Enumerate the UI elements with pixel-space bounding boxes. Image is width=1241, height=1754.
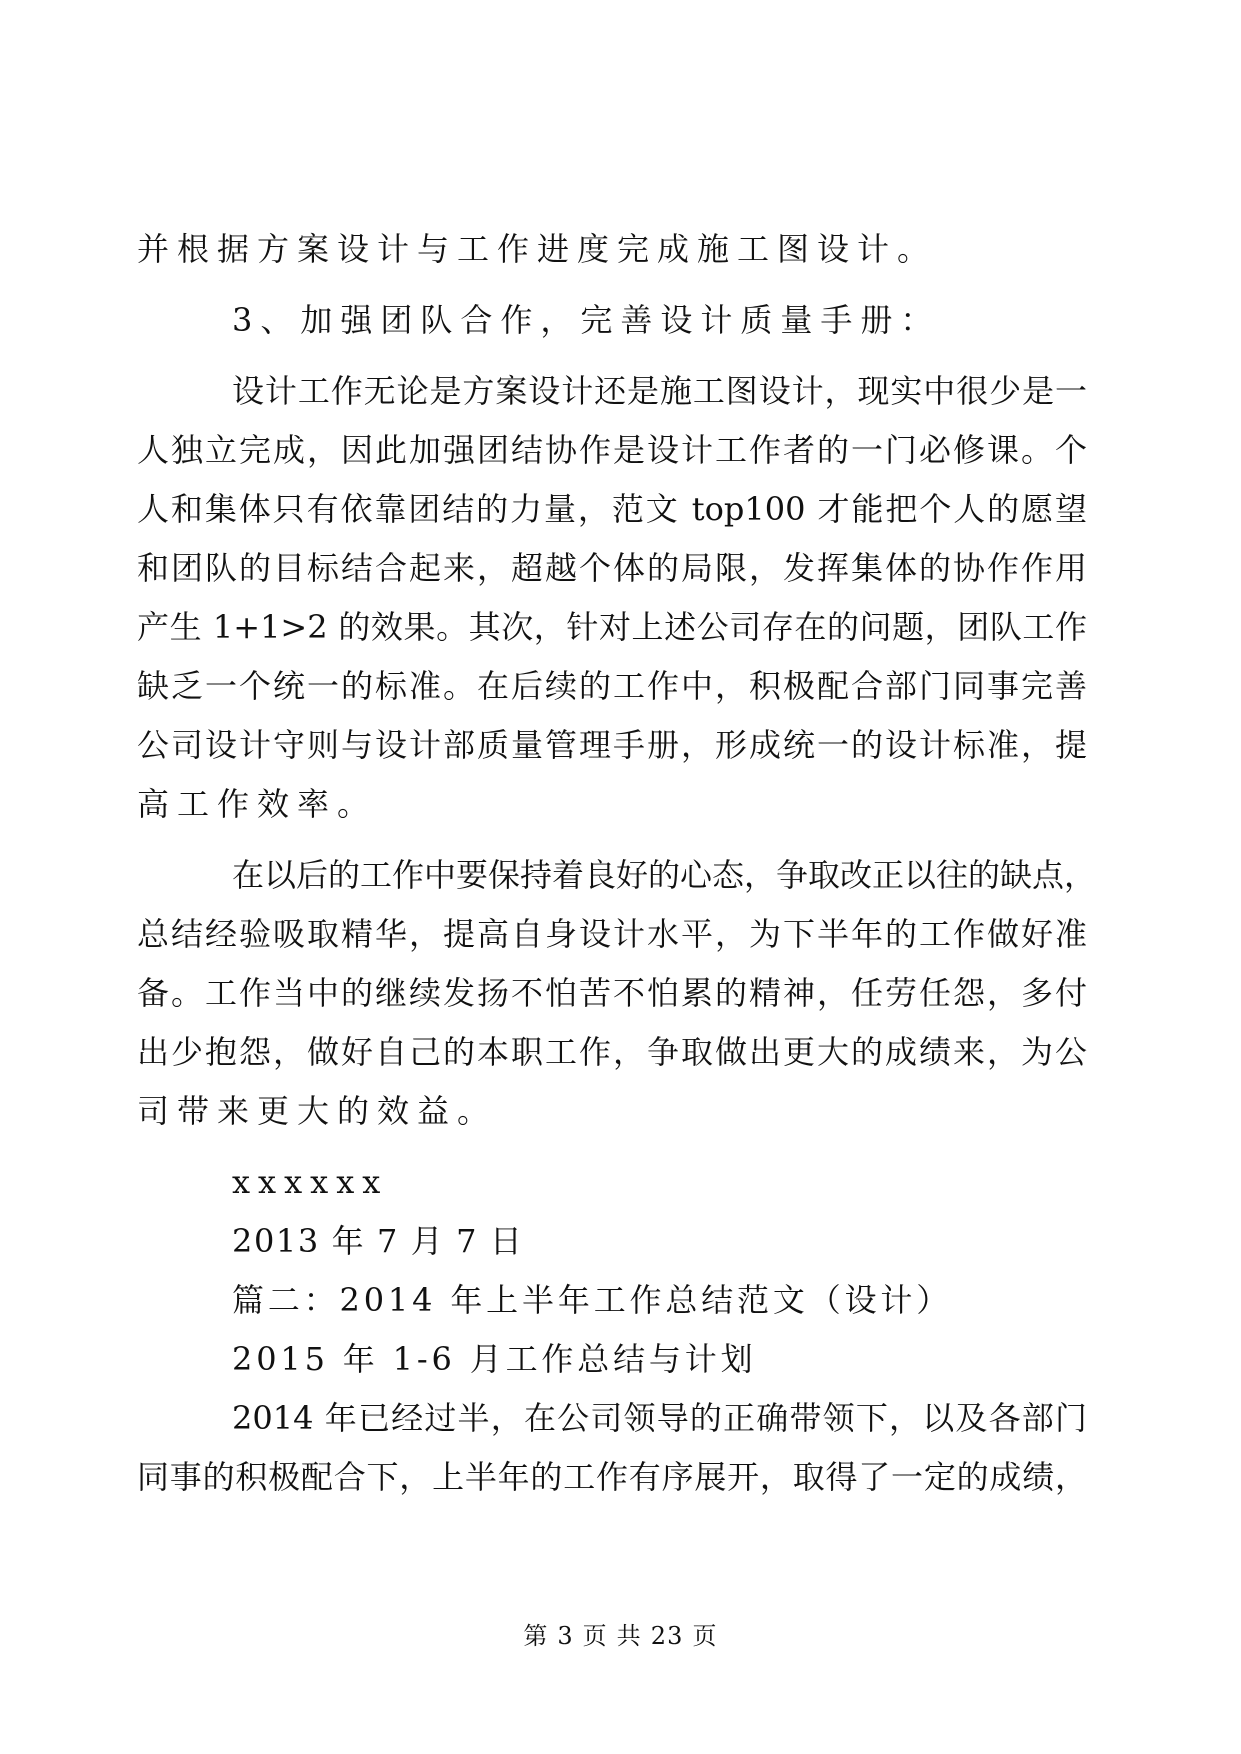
paragraph-line: 设计工作无论是方案设计还是施工图设计，现实中很少是一 (232, 372, 1087, 410)
section-heading: 3、加强团队合作，完善设计质量手册： (232, 301, 941, 339)
paragraph-line: 出少抱怨，做好自己的本职工作，争取做出更大的成绩来，为公 (137, 1033, 1087, 1071)
paragraph-line: 备。工作当中的继续发扬不怕苦不怕累的精神，任劳任怨，多付 (137, 974, 1087, 1012)
paragraph-line: 产生 1+1>2 的效果。其次，针对上述公司存在的问题，团队工作 (137, 608, 1087, 646)
paragraph-line: 总结经验吸取精华，提高自身设计水平，为下半年的工作做好准 (137, 915, 1087, 953)
page-footer: 第 3 页 共 23 页 (523, 1622, 718, 1650)
paragraph-line: 司带来更大的效益。 (137, 1092, 498, 1130)
paragraph-line: 缺乏一个统一的标准。在后续的工作中，积极配合部门同事完善 (137, 667, 1087, 705)
paragraph-line: 人独立完成，因此加强团结协作是设计工作者的一门必修课。个 (137, 431, 1087, 469)
paragraph-2014-summary (137, 1389, 1087, 1507)
paragraph-future-work (137, 846, 1097, 1141)
document-body (137, 220, 1097, 1507)
paragraph-line: 2014 年已经过半，在公司领导的正确带领下，以及各部门 (232, 1399, 1087, 1437)
paragraph-line: 和团队的目标结合起来，超越个体的局限，发挥集体的协作作用 (137, 549, 1087, 587)
part-two-subtitle: 2015 年 1-6 月工作总结与计划 (232, 1340, 757, 1378)
paragraph-line: 并根据方案设计与工作进度完成施工图设计。 (137, 230, 938, 268)
paragraph-line: 在以后的工作中要保持着良好的心态，争取改正以往的缺点， (232, 856, 1097, 894)
signature: xxxxxx (232, 1163, 389, 1201)
paragraph-teamwork (137, 362, 1087, 834)
paragraph-line: 同事的积极配合下，上半年的工作有序展开，取得了一定的成绩， (137, 1458, 1087, 1496)
paragraph-line: 公司设计守则与设计部质量管理手册，形成统一的设计标准，提 (137, 726, 1087, 764)
paragraph-line: 人和集体只有依靠团结的力量，范文 top100 才能把个人的愿望 (137, 490, 1087, 528)
date: 2013 年 7 月 7 日 (232, 1222, 524, 1260)
part-two-title: 篇二：2014 年上半年工作总结范文（设计） (232, 1281, 953, 1319)
paragraph-line: 高工作效率。 (137, 785, 378, 823)
